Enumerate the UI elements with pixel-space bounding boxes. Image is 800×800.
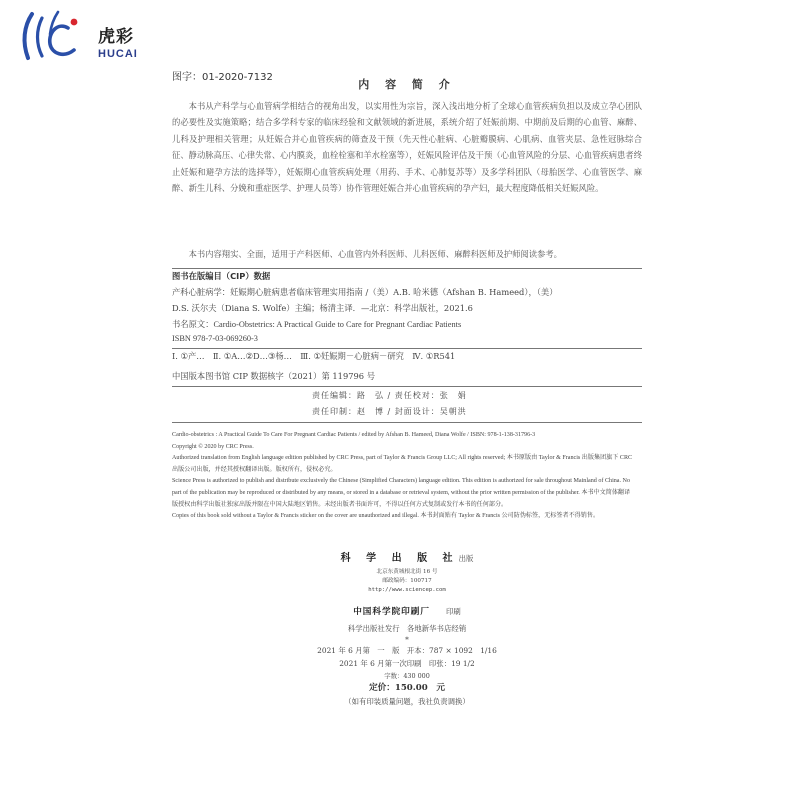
publisher-postcode: 邮政编码：100717	[382, 578, 432, 584]
word-count: 字数：430 000	[384, 672, 430, 680]
publisher-suffix: 出版	[458, 554, 474, 563]
edition-block	[172, 644, 642, 708]
cip-line-1: 产科心脏病学：妊娠期心脏病患者临床管理实用指南 /（美）A.B. 哈米德（Afshan B. Hameed），（美）	[172, 287, 558, 297]
divider-top	[172, 268, 642, 269]
divider-english	[172, 422, 642, 423]
cip-verify-number: 中国版本图书馆 CIP 数据核字（2021）第 119796 号	[172, 371, 375, 381]
cip-line-2: D.S. 沃尔夫（Diana S. Wolfe）主编；杨清主译．—北京：科学出版社，2021.6	[172, 303, 473, 313]
publisher-name: 科 学 出 版 社	[340, 553, 459, 564]
distribution-line: 科学出版社发行 各地新华书店经销	[347, 624, 467, 633]
hucai-logo	[18, 8, 158, 66]
cip-isbn: ISBN 978-7-03-069260-3	[172, 334, 258, 343]
summary-heading: 内 容 简 介	[358, 78, 456, 91]
hucai-logo-icon	[18, 8, 88, 66]
publisher-url: http://www.sciencep.com	[368, 587, 446, 593]
edition-line-2: 2021 年 6 月第一次印刷 印张：19 1/2	[339, 659, 475, 668]
summary-paragraph-2: 本书内容翔实、全面，适用于产科医师、心血管内外科医师、儿科医师、麻醉科医师及护师阅读参考。	[188, 249, 562, 259]
printer-suffix: 印刷	[445, 607, 461, 616]
logo-chinese-text: 虎彩	[98, 27, 134, 47]
quality-note: （如有印装质量问题，我社负责调换）	[344, 697, 470, 706]
printer-name: 中国科学院印刷厂	[353, 607, 430, 617]
english-copyright-block	[172, 430, 634, 523]
divider-cip	[172, 348, 642, 349]
editors-line-2: 责任印制：赵 博 / 封面设计：吴朝洪	[312, 407, 467, 416]
english-line-copyright: Copyright © 2020 by CRC Press.	[172, 443, 254, 450]
cip-classification: Ⅰ. ①产… Ⅱ. ①A…②D…③杨… Ⅲ. ①妊娠期－心脏病－研究 Ⅳ. ①R541	[172, 351, 456, 361]
english-line-source: Cardio-obstetrics : A Practical Guide To Care For Pregnant Cardiac Patients / edited by Afshan B. Hameed, Diana Wolfe / ISBN: 978-1-138-31796-3	[172, 432, 536, 438]
summary-paragraph-1: 本书从产科学与心血管病学相结合的视角出发，以实用性为宗旨，深入浅出地分析了全球心血管疾病负担以及成立孕心团队的必要性及实施策略；结合多学科专家的临床经验和文献领域的新进展，系统介绍了妊娠前期、中期前及后期的心血管、麻醉、儿科及护理相关管理；从妊娠合并心血管疾病的筛查及干预（先天性心脏病、心脏瓣膜病、心肌病、血管夹层、急性冠脉综合征、静动脉高压、心律失常、心内膜炎，血栓栓塞和羊水栓塞等），妊娠风险评估及干预（心血管风险的分层、心血管疾病患者终止妊娠和避孕方法的选择等），妊娠期心血管疾病处理（用药、手术、心肺复苏等）及多学科团队（母胎医学、心血管医学、麻醉、新生儿科、分娩和重症医学、护理人员等）协作管理妊娠合并心血管疾病的孕产妇，最大程度降低相关妊娠风险。	[172, 101, 642, 194]
printer-block	[172, 596, 642, 644]
price: 定价：150.00 元	[369, 683, 445, 693]
publisher-block	[172, 546, 642, 595]
english-line-authorized: Authorized translation from English language edition published by CRC Press, part of Taylor & Francis Group LLC; All rights reserved; 本书原版由 Taylor & Francis 出版集团旗下 CRC 出版公司出版，并经其授权翻译出版。版权所有，侵权必究。	[172, 455, 633, 473]
edition-line-1: 2021 年 6 月第 一 版 开本：787 × 1092 1/16	[317, 646, 497, 655]
separator-star: *	[405, 635, 409, 644]
divider-editors	[172, 386, 642, 387]
english-line-sticker: Copies of this book sold without a Taylor & Francis sticker on the cover are unauthorized and illegal. 本书封面贴有 Taylor & Francis 公司防伪标签，无标签者不得销售。	[172, 513, 600, 520]
english-line-exclusive: Science Press is authorized to publish and distribute exclusively the Chinese (Simplified Characters) language edition. This edition is authorized for sale throughout Mainland of China. No part of the publication may be reproduced or distributed by any means, or stored in a database or retrieval system, without the prior written permission of the publisher. 本书中文简体翻译版授权由科学出版社独家出版并限在中国大陆地区销售。未经出版者书面许可，不得以任何方式复制或发行本书的任何部分。	[172, 478, 631, 508]
editors-line-1: 责任编辑：路 弘 / 责任校对：张 娟	[312, 391, 467, 400]
publisher-address: 北京东黄城根北街 16 号	[376, 569, 438, 575]
contract-number: 图字：01-2020-7132	[172, 72, 273, 83]
logo-english-text: HUCAI	[98, 48, 138, 60]
cip-title: 图书在版编目（CIP）数据	[172, 271, 271, 281]
cip-original-title: 书名原文：Cardio-Obstetrics: A Practical Guide to Care for Pregnant Cardiac Patients	[172, 320, 462, 329]
